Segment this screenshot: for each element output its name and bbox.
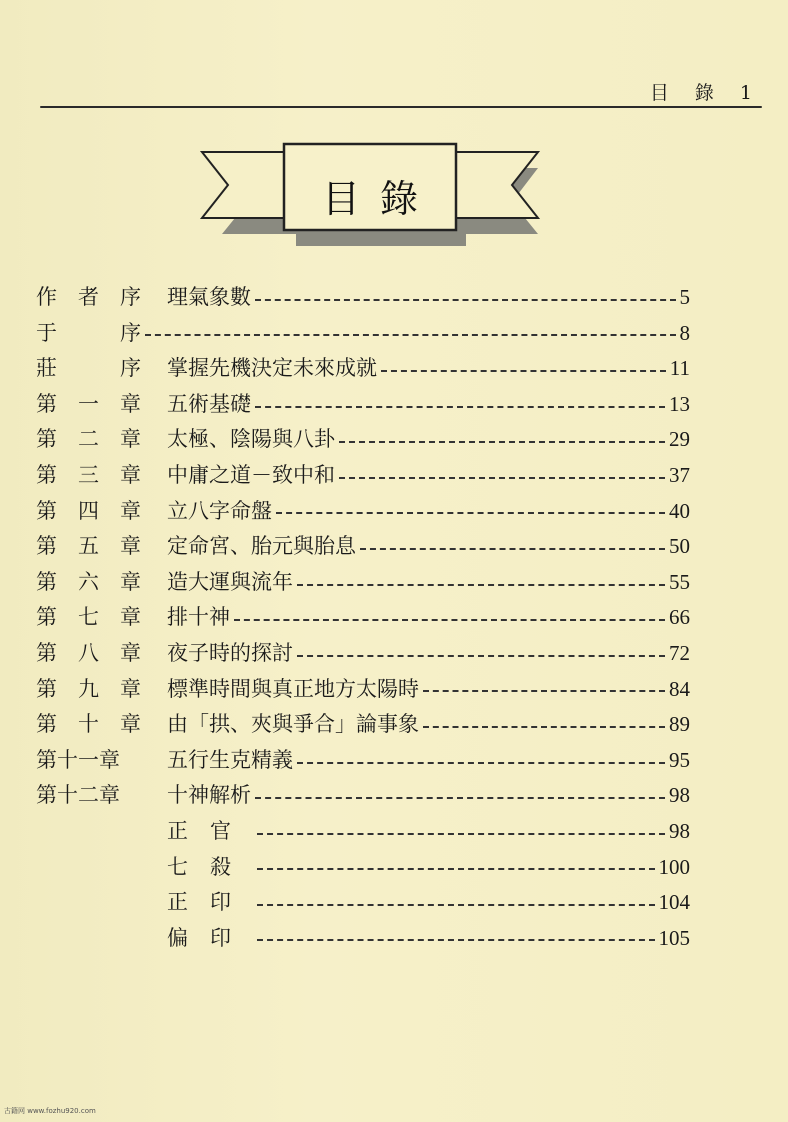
toc-label-char: 章 xyxy=(120,569,141,594)
toc-entry[interactable] xyxy=(36,600,690,636)
toc-dot-leader xyxy=(257,904,655,906)
toc-label-char: 序 xyxy=(120,356,141,381)
toc-entry-label xyxy=(36,600,141,636)
toc-entry[interactable] xyxy=(36,351,690,387)
toc-page-number: 100 xyxy=(658,854,690,879)
toc-label-char: 章 xyxy=(120,498,141,523)
toc-page-number: 29 xyxy=(669,427,690,452)
toc-entry-title: 中庸之道－致中和 xyxy=(167,462,335,487)
toc-label-char: 序 xyxy=(120,285,141,309)
toc-entry[interactable] xyxy=(36,458,690,494)
toc-dot-leader xyxy=(297,762,665,764)
toc-entry[interactable] xyxy=(36,387,690,423)
toc-label-char: 章 xyxy=(120,462,141,487)
toc-page-number: 105 xyxy=(658,925,690,950)
running-header-title: 目 錄 1 xyxy=(649,82,762,104)
toc-dot-leader xyxy=(255,299,676,301)
toc-label-char: 第 xyxy=(36,712,57,737)
toc-dot-leader xyxy=(339,441,665,443)
title-banner xyxy=(190,140,550,250)
toc-entry-title: 五術基礎 xyxy=(167,391,251,416)
toc-entry[interactable] xyxy=(36,422,690,458)
toc-dot-leader xyxy=(276,512,665,514)
toc-page-number: 66 xyxy=(669,605,690,630)
toc-label-char: 一 xyxy=(78,391,99,416)
toc-label-char: 七 xyxy=(78,605,99,630)
toc-entry[interactable] xyxy=(36,316,690,352)
toc-entry-title: 立八字命盤 xyxy=(167,498,272,523)
toc-entry[interactable] xyxy=(36,814,690,850)
toc-dot-leader xyxy=(297,584,665,586)
toc-dot-leader xyxy=(360,548,665,550)
toc-dot-leader xyxy=(381,370,666,372)
toc-dot-leader xyxy=(255,797,665,799)
toc-entry-title: 排十神 xyxy=(167,605,230,630)
toc-page-number: 89 xyxy=(669,712,690,737)
toc-entry-label xyxy=(36,458,141,494)
watermark-text: 古籍网 www.fozhu920.com xyxy=(4,1107,96,1115)
toc-page-number: 55 xyxy=(669,569,690,594)
toc-label-char: 三 xyxy=(78,462,99,487)
toc-label-char: 章 xyxy=(120,605,141,630)
toc-entry-label xyxy=(36,636,141,672)
toc-entry-label xyxy=(36,743,141,779)
toc-label-char: 第 xyxy=(36,462,57,487)
toc-label-char: 第十二章 xyxy=(36,783,120,808)
toc-dot-leader xyxy=(257,868,655,870)
toc-label-char: 第 xyxy=(36,427,57,452)
toc-label-char: 者 xyxy=(78,285,99,309)
toc-page-number: 5 xyxy=(679,285,690,309)
toc-label-char: 于 xyxy=(36,320,57,345)
toc-entry-title: 五行生克精義 xyxy=(167,747,293,772)
toc-entry[interactable] xyxy=(36,921,690,957)
toc-entry[interactable] xyxy=(36,672,690,708)
toc-page-number: 98 xyxy=(669,818,690,843)
toc-label-char: 第 xyxy=(36,391,57,416)
toc-entry-title: 造大運與流年 xyxy=(167,569,293,594)
toc-dot-leader xyxy=(234,619,665,621)
toc-entry[interactable] xyxy=(36,565,690,601)
toc-label-char: 序 xyxy=(120,320,141,345)
toc-dot-leader xyxy=(423,690,665,692)
toc-entry[interactable] xyxy=(36,885,690,921)
toc-entry-title: 七殺 xyxy=(167,854,253,879)
toc-entry-label xyxy=(36,707,141,743)
toc-label-char: 五 xyxy=(78,534,99,559)
toc-entry[interactable] xyxy=(36,280,690,316)
toc-label-char: 八 xyxy=(78,640,99,665)
toc-page-number: 84 xyxy=(669,676,690,701)
toc-label-char: 章 xyxy=(120,427,141,452)
toc-entry-title: 十神解析 xyxy=(167,783,251,808)
toc-label-char: 二 xyxy=(78,427,99,452)
toc-entry-title: 正印 xyxy=(167,890,253,915)
toc-entry-label xyxy=(36,529,141,565)
page-header xyxy=(40,78,762,108)
toc-entry-label xyxy=(36,422,141,458)
table-of-contents xyxy=(36,280,690,956)
toc-label-char: 章 xyxy=(120,712,141,737)
toc-label-char: 十 xyxy=(78,712,99,737)
toc-entry[interactable] xyxy=(36,529,690,565)
toc-entry-label xyxy=(36,565,141,601)
toc-dot-leader xyxy=(255,406,665,408)
toc-page-number: 37 xyxy=(669,462,690,487)
toc-label-char: 章 xyxy=(120,676,141,701)
toc-entry-label xyxy=(36,351,141,387)
header-rule xyxy=(40,106,762,108)
toc-label-char: 章 xyxy=(120,534,141,559)
toc-page-number: 95 xyxy=(669,747,690,772)
toc-page-number: 40 xyxy=(669,498,690,523)
toc-entry-title: 標準時間與真正地方太陽時 xyxy=(167,676,419,701)
toc-page-number: 72 xyxy=(669,640,690,665)
toc-entry-title: 偏印 xyxy=(167,925,253,950)
toc-entry-title: 定命宮、胎元與胎息 xyxy=(167,534,356,559)
toc-entry-label xyxy=(36,494,141,530)
toc-entry-title: 由「拱、夾與爭合」論事象 xyxy=(167,712,419,737)
toc-entry[interactable] xyxy=(36,636,690,672)
toc-entry[interactable] xyxy=(36,778,690,814)
toc-entry-title: 理氣象數 xyxy=(167,285,251,309)
toc-label-char: 第 xyxy=(36,676,57,701)
toc-entry-label xyxy=(36,778,141,814)
toc-entry[interactable] xyxy=(36,494,690,530)
toc-page-number: 13 xyxy=(669,391,690,416)
toc-dot-leader xyxy=(145,334,676,336)
toc-entry-label xyxy=(36,387,141,423)
toc-entry-label xyxy=(36,672,141,708)
toc-entry[interactable] xyxy=(36,707,690,743)
toc-entry[interactable] xyxy=(36,743,690,779)
toc-page-number: 104 xyxy=(658,890,690,915)
toc-entry-label xyxy=(36,316,141,352)
toc-label-char: 九 xyxy=(78,676,99,701)
toc-label-char: 章 xyxy=(120,391,141,416)
toc-label-char: 第十一章 xyxy=(36,747,120,772)
toc-page-number: 98 xyxy=(669,783,690,808)
toc-label-char: 莊 xyxy=(36,356,57,381)
toc-label-char: 章 xyxy=(120,640,141,665)
toc-entry[interactable] xyxy=(36,850,690,886)
toc-label-char: 第 xyxy=(36,534,57,559)
toc-dot-leader xyxy=(257,833,665,835)
toc-label-char: 第 xyxy=(36,569,57,594)
toc-page-number: 8 xyxy=(679,320,690,345)
toc-label-char: 第 xyxy=(36,605,57,630)
toc-entry-title: 正官 xyxy=(167,818,253,843)
toc-dot-leader xyxy=(297,655,665,657)
toc-label-char: 作 xyxy=(36,285,57,309)
toc-dot-leader xyxy=(257,939,655,941)
toc-entry-title: 太極、陰陽與八卦 xyxy=(167,427,335,452)
toc-main-title: 目錄 xyxy=(321,177,438,221)
toc-dot-leader xyxy=(339,477,665,479)
toc-dot-leader xyxy=(423,726,665,728)
toc-label-char: 四 xyxy=(78,498,99,523)
toc-label-char: 第 xyxy=(36,498,57,523)
toc-entry-title: 掌握先機決定未來成就 xyxy=(167,356,377,381)
toc-entry-title: 夜子時的探討 xyxy=(167,640,293,665)
toc-label-char: 第 xyxy=(36,640,57,665)
toc-page-number: 11 xyxy=(669,356,690,381)
toc-page-number: 50 xyxy=(669,534,690,559)
toc-label-char: 六 xyxy=(78,569,99,594)
toc-entry-label xyxy=(36,280,141,316)
